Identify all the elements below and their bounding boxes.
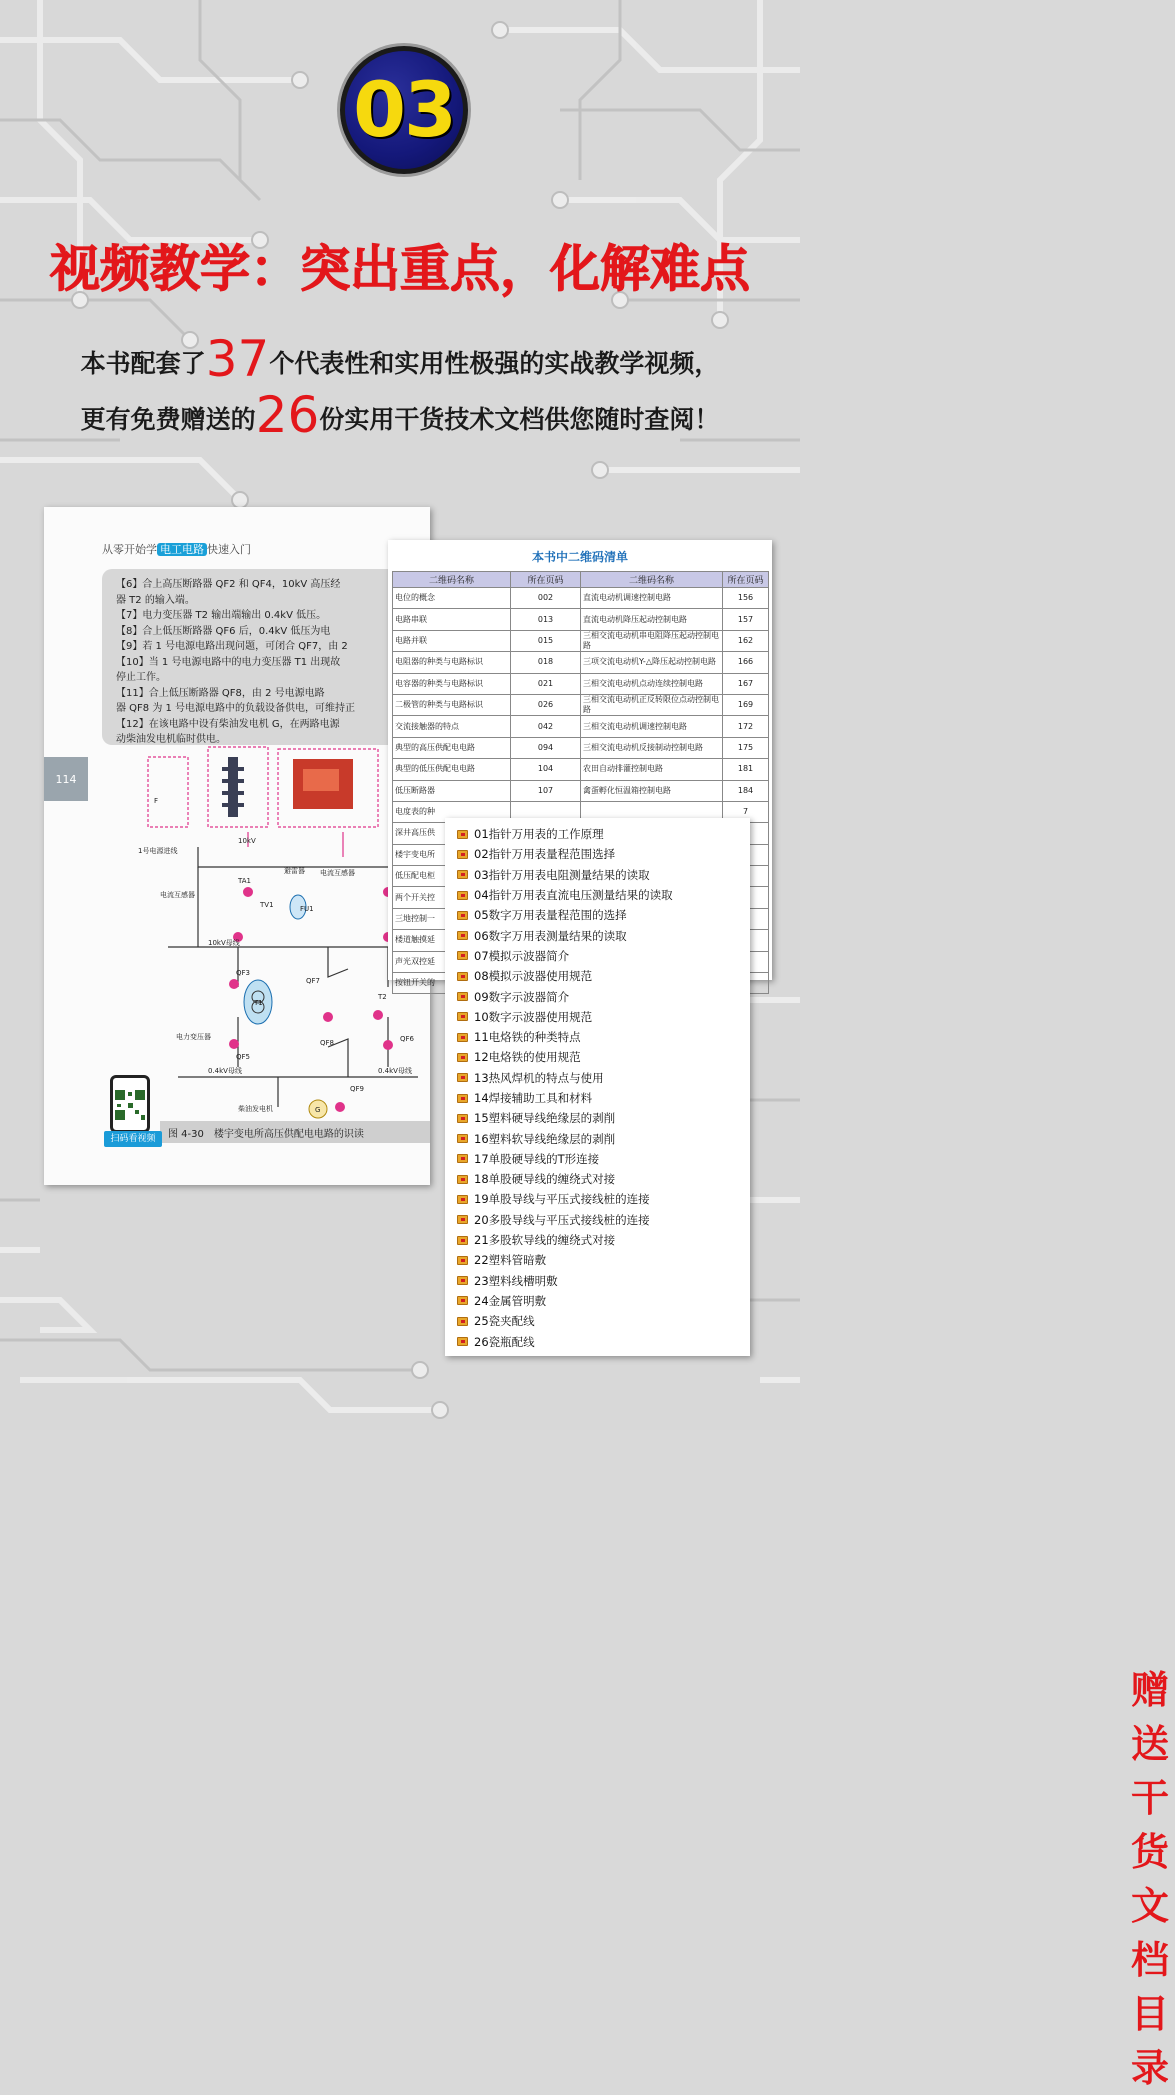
list-item-label: 19单股导线与平压式接线桩的连接	[474, 1192, 650, 1207]
name-cell: 典型的高压供配电电路	[393, 737, 511, 758]
step-line: 动柴油发电机临时供电。	[116, 734, 226, 745]
list-item[interactable]	[457, 1027, 673, 1047]
page-cell: 104	[511, 759, 581, 780]
list-item-label: 09数字示波器简介	[474, 989, 570, 1004]
intro-line-2	[0, 386, 800, 448]
video-file-icon	[457, 830, 468, 839]
vertical-title-char: 文	[1130, 1884, 1169, 1928]
table-row	[393, 737, 769, 758]
table-row	[393, 609, 769, 630]
label-ct-right: 电流互感器	[320, 869, 355, 877]
page-cell: 013	[511, 609, 581, 630]
label-bus-04kv-b: 0.4kV母线	[378, 1067, 412, 1075]
list-item-label: 10数字示波器使用规范	[474, 1009, 593, 1024]
label-generator: 柴油发电机	[238, 1105, 273, 1113]
gift-items	[457, 824, 673, 1352]
list-item[interactable]	[457, 844, 673, 864]
label-qf3: QF3	[236, 969, 250, 977]
page-header-highlight: 电工电路	[157, 543, 207, 556]
name-cell: 按钮开关的	[393, 973, 511, 994]
label-qf6: QF6	[400, 1035, 414, 1043]
list-item-label: 02指针万用表量程范围选择	[474, 847, 616, 862]
name-cell: 三相交流电动机串电阻降压起动控制电路	[581, 630, 723, 651]
vertical-title-char: 干	[1130, 1776, 1169, 1820]
list-item[interactable]	[457, 925, 673, 945]
table-row	[393, 759, 769, 780]
list-item-label: 18单股硬导线的缠绕式对接	[474, 1172, 616, 1187]
list-item-label: 13热风焊机的特点与使用	[474, 1070, 604, 1085]
page-cell: 156	[723, 588, 769, 609]
step-line: 【9】若 1 号电源电路出现问题，可闭合 QF7，由 2	[116, 641, 348, 652]
page-cell: 021	[511, 673, 581, 694]
list-item[interactable]	[457, 1331, 673, 1351]
page-header	[102, 541, 251, 557]
header-name-1: 二维码名称	[393, 572, 511, 588]
name-cell: 电路串联	[393, 609, 511, 630]
label-qf5: QF5	[236, 1053, 250, 1061]
step-line: 【11】合上低压断路器 QF8，由 2 号电源电路	[116, 687, 325, 699]
list-item[interactable]	[457, 1149, 673, 1169]
video-file-icon	[457, 870, 468, 879]
list-item-label: 12电烙铁的使用规范	[474, 1050, 581, 1065]
name-cell: 直流电动机降压起动控制电路	[581, 609, 723, 630]
video-file-icon	[457, 1053, 468, 1062]
name-cell: 三相交流电动机正反转限位点动控制电路	[581, 694, 723, 715]
page-cell: 015	[511, 630, 581, 651]
list-item[interactable]	[457, 885, 673, 905]
list-item[interactable]	[457, 1189, 673, 1209]
page-cell: 107	[511, 780, 581, 801]
list-item[interactable]	[457, 1108, 673, 1128]
label-bus-04kv: 0.4kV母线	[208, 1067, 242, 1075]
name-cell: 低压配电柜	[393, 866, 511, 887]
header-page-1: 所在页码	[511, 572, 581, 588]
name-cell: 直流电动机调速控制电路	[581, 588, 723, 609]
name-cell: 楼道触摸延	[393, 930, 511, 951]
video-file-icon	[457, 1337, 468, 1346]
name-cell: 农田自动排灌控制电路	[581, 759, 723, 780]
list-item[interactable]	[457, 824, 673, 844]
label-incoming: 1号电源进线	[138, 847, 178, 855]
book-page-sample	[44, 507, 430, 1185]
video-file-icon	[457, 1296, 468, 1305]
label-f: F	[154, 797, 159, 805]
list-item-label: 11电烙铁的种类特点	[474, 1030, 581, 1045]
name-cell: 交流接触器的特点	[393, 716, 511, 737]
intro-line-1-pre: 本书配套了	[80, 349, 206, 378]
label-qf7: QF7	[306, 977, 320, 985]
video-file-icon	[457, 1073, 468, 1082]
name-cell: 两个开关控	[393, 887, 511, 908]
label-t2: T2	[378, 993, 387, 1001]
list-item-label: 16塑料软导线绝缘层的剥削	[474, 1131, 616, 1146]
list-item[interactable]	[457, 1311, 673, 1331]
table-row	[393, 694, 769, 715]
page-cell: 7	[723, 801, 769, 822]
list-item-label: 03指针万用表电阻测量结果的读取	[474, 867, 650, 882]
video-file-icon	[457, 1276, 468, 1285]
list-item[interactable]	[457, 1230, 673, 1250]
vertical-title-char: 目	[1130, 1992, 1169, 2036]
step-line: 【8】合上低压断路器 QF6 后，0.4kV 低压为电	[116, 625, 331, 637]
page-cell: 002	[511, 588, 581, 609]
label-transformer: 电力变压器	[176, 1033, 211, 1041]
label-qf9: QF9	[350, 1085, 364, 1093]
list-item[interactable]	[457, 1068, 673, 1088]
label-g: G	[315, 1106, 321, 1114]
video-file-icon	[457, 1012, 468, 1021]
list-item[interactable]	[457, 1169, 673, 1189]
name-cell: 三项交流电动机Y-△降压起动控制电路	[581, 652, 723, 673]
gift-document-list	[445, 818, 1169, 2090]
label-fu1: FU1	[300, 905, 314, 913]
video-file-icon	[457, 850, 468, 859]
section-number-badge	[340, 46, 468, 174]
table-header-row	[393, 572, 769, 588]
name-cell: 电阻器的种类与电路标识	[393, 652, 511, 673]
name-cell: 楼宇变电所	[393, 844, 511, 865]
table-row	[393, 630, 769, 651]
label-ta1: TA1	[238, 877, 251, 885]
intro-line-1	[0, 330, 800, 392]
video-file-icon	[457, 1094, 468, 1103]
list-item-label: 24金属管明敷	[474, 1293, 547, 1308]
list-item[interactable]	[457, 986, 673, 1006]
page-cell: 167	[723, 673, 769, 694]
intro-line-2-pre: 更有免费赠送的	[80, 405, 256, 434]
video-file-icon	[457, 911, 468, 920]
list-item[interactable]	[457, 946, 673, 966]
list-item-label: 22塑料管暗敷	[474, 1253, 547, 1268]
list-item[interactable]	[457, 1271, 673, 1291]
list-item[interactable]	[457, 1250, 673, 1270]
name-cell: 三相交流电动机反接制动控制电路	[581, 737, 723, 758]
page-cell: 169	[723, 694, 769, 715]
page-cell: 166	[723, 652, 769, 673]
page-cell: 162	[723, 630, 769, 651]
video-file-icon	[457, 972, 468, 981]
table-row	[393, 652, 769, 673]
vertical-title-char: 档	[1130, 1938, 1169, 1982]
table-row	[393, 780, 769, 801]
intro-line-1-post: 个代表性和实用性极强的实战教学视频，	[269, 349, 720, 378]
list-item-label: 08模拟示波器使用规范	[474, 969, 593, 984]
name-cell: 电容器的种类与电路标识	[393, 673, 511, 694]
headline: 视频教学：突出重点，化解难点	[50, 240, 750, 298]
list-item-label: 04指针万用表直流电压测量结果的读取	[474, 888, 673, 903]
list-item-label: 17单股硬导线的T形连接	[474, 1151, 600, 1166]
label-ct-left: 电流互感器	[160, 891, 195, 899]
page-cell: 175	[723, 737, 769, 758]
header-page-2: 所在页码	[723, 572, 769, 588]
table-row	[393, 716, 769, 737]
video-count: 37	[205, 330, 270, 388]
list-item[interactable]	[457, 966, 673, 986]
list-item[interactable]	[457, 1088, 673, 1108]
video-file-icon	[457, 1033, 468, 1042]
label-tv1: TV1	[260, 901, 274, 909]
vertical-title-char: 货	[1130, 1830, 1169, 1874]
video-file-icon	[457, 992, 468, 1001]
name-cell: 三相交流电动机点动连续控制电路	[581, 673, 723, 694]
vertical-title-char: 录	[1130, 2046, 1169, 2090]
video-file-icon	[457, 1114, 468, 1123]
list-item-label: 01指针万用表的工作原理	[474, 827, 604, 842]
phone-qr-icon	[110, 1075, 150, 1133]
list-item-label: 05数字万用表量程范围的选择	[474, 908, 627, 923]
label-bus-10kv: 10kV母线	[208, 939, 240, 947]
list-item-label: 23塑料线槽明敷	[474, 1273, 558, 1288]
table-row	[393, 673, 769, 694]
badge-number: 03	[353, 65, 455, 154]
step-line: 【6】合上高压断路器 QF2 和 QF4，10kV 高压经	[116, 579, 341, 590]
label-10kv: 10kV	[238, 837, 256, 845]
gift-vertical-title	[1125, 1663, 1175, 2095]
page-cell: 157	[723, 609, 769, 630]
name-cell: 三地控制一	[393, 908, 511, 929]
list-item[interactable]	[457, 1291, 673, 1311]
name-cell: 低压断路器	[393, 780, 511, 801]
list-item-label: 06数字万用表测量结果的读取	[474, 928, 627, 943]
header-name-2: 二维码名称	[581, 572, 723, 588]
name-cell: 电路并联	[393, 630, 511, 651]
name-cell: 深井高压供	[393, 823, 511, 844]
video-file-icon	[457, 1215, 468, 1224]
circuit-diagram	[88, 747, 428, 1117]
list-item[interactable]	[457, 1128, 673, 1148]
document-count: 26	[255, 386, 320, 444]
label-t1: T1	[254, 999, 263, 1007]
page-cell: 042	[511, 716, 581, 737]
page-cell: 094	[511, 737, 581, 758]
list-item-label: 21多股软导线的缠绕式对接	[474, 1233, 616, 1248]
list-item-label: 14焊接辅助工具和材料	[474, 1091, 593, 1105]
table-row	[393, 588, 769, 609]
name-cell: 二极管的种类与电路标识	[393, 694, 511, 715]
step-line: 【10】当 1 号电源电路中的电力变压器 T1 出现故	[116, 656, 341, 668]
intro-line-2-post: 份实用干货技术文档供您随时查阅！	[319, 405, 720, 434]
name-cell: 声光双控延	[393, 951, 511, 972]
name-cell: 三相交流电动机调速控制电路	[581, 716, 723, 737]
list-item-label: 20多股导线与平压式接线桩的连接	[474, 1212, 650, 1227]
page-header-pre: 从零开始学	[102, 543, 157, 556]
video-file-icon	[457, 1236, 468, 1245]
list-item-label: 15塑料硬导线绝缘层的剥削	[474, 1111, 616, 1126]
step-line: 器 QF8 为 1 号电源电路中的负载设备供电，可维持正	[116, 703, 356, 714]
video-file-icon	[457, 1256, 468, 1265]
step-line: 器 T2 的输入端。	[116, 594, 195, 606]
video-file-icon	[457, 1134, 468, 1143]
video-file-icon	[457, 1317, 468, 1326]
name-cell: 典型的低压供配电电路	[393, 759, 511, 780]
step-line: 停止工作。	[116, 672, 166, 683]
scan-video-qr[interactable]	[104, 1075, 164, 1147]
figure-caption: 图 4-30 楼宇变电所高压供配电电路的识读	[160, 1121, 430, 1143]
list-item[interactable]	[457, 1007, 673, 1027]
page-cell: 172	[723, 716, 769, 737]
name-cell: 禽蛋孵化恒温箱控制电路	[581, 780, 723, 801]
page-cell: 184	[723, 780, 769, 801]
page-header-post: 快速入门	[207, 543, 251, 556]
video-file-icon	[457, 891, 468, 900]
page-number: 114	[44, 757, 88, 801]
video-file-icon	[457, 951, 468, 960]
step-line: 【12】在该电路中设有柴油发电机 G，在两路电源	[116, 718, 340, 730]
list-item[interactable]	[457, 1047, 673, 1067]
page-cell: 018	[511, 652, 581, 673]
video-file-icon	[457, 931, 468, 940]
list-item[interactable]	[457, 865, 673, 885]
scan-video-label: 扫码看视频	[104, 1131, 162, 1147]
vertical-title-char: 送	[1130, 1722, 1169, 1766]
qr-code-icon	[113, 1088, 147, 1122]
video-file-icon	[457, 1154, 468, 1163]
list-item-label: 25瓷夹配线	[474, 1314, 535, 1329]
label-arrester: 避雷器	[284, 867, 305, 875]
video-file-icon	[457, 1195, 468, 1204]
name-cell: 电位的概念	[393, 588, 511, 609]
video-file-icon	[457, 1175, 468, 1184]
list-item[interactable]	[457, 905, 673, 925]
step-line: 【7】电力变压器 T2 输出端输出 0.4kV 低压。	[116, 610, 327, 621]
vertical-title-char: 赠	[1130, 1668, 1169, 1712]
name-cell: 电度表的种	[393, 801, 511, 822]
list-item-label: 07模拟示波器简介	[474, 948, 570, 963]
page-cell: 026	[511, 694, 581, 715]
qr-table-title: 本书中二维码清单	[531, 550, 628, 564]
list-item[interactable]	[457, 1210, 673, 1230]
step-text-box	[102, 569, 422, 745]
label-qf8: QF8	[320, 1039, 334, 1047]
page-cell: 181	[723, 759, 769, 780]
list-item-label: 26瓷瓶配线	[474, 1334, 535, 1349]
